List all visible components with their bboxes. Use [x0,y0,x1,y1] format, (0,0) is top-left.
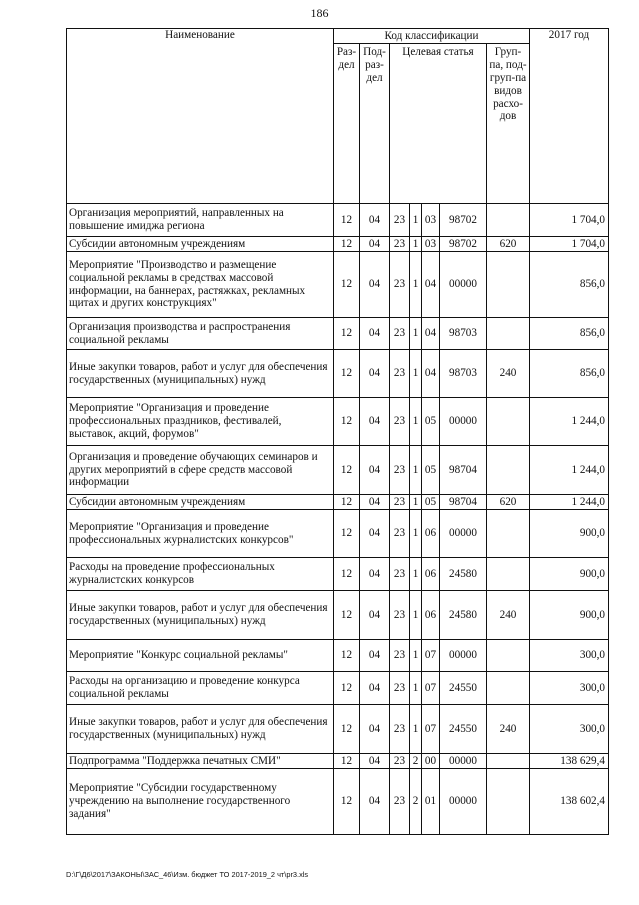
cell-podrazdel: 04 [360,769,390,835]
cell-target-direction: 00000 [440,398,487,446]
cell-name: Организация мероприятий, направленных на повышение имиджа региона [67,204,334,237]
cell-podrazdel: 04 [360,591,390,640]
cell-podrazdel: 04 [360,754,390,769]
cell-amount: 1 704,0 [530,204,609,237]
cell-target-program: 23 [390,446,410,495]
cell-name: Иные закупки товаров, работ и услуг для обеспечения государственных (муниципальных) нужд [67,591,334,640]
cell-expense-type [487,398,530,446]
cell-amount: 900,0 [530,510,609,558]
cell-razdel: 12 [334,558,360,591]
cell-name: Расходы на организацию и проведение конкурса социальной рекламы [67,672,334,705]
cell-target-subprogram: 1 [410,591,422,640]
cell-target-event: 06 [422,558,440,591]
cell-name: Мероприятие "Организация и проведение профессиональных праздников, фестивалей, выставок, акций, форумов" [67,398,334,446]
cell-podrazdel: 04 [360,398,390,446]
table-row [67,237,609,252]
cell-razdel: 12 [334,769,360,835]
cell-target-direction: 00000 [440,754,487,769]
cell-razdel: 12 [334,591,360,640]
cell-target-direction: 24550 [440,672,487,705]
cell-razdel: 12 [334,754,360,769]
table-header [67,29,609,204]
cell-expense-type: 240 [487,705,530,754]
cell-target-direction: 98702 [440,237,487,252]
cell-name: Мероприятие "Субсидии государственному учреждению на выполнение государственного задания" [67,769,334,835]
cell-target-event: 04 [422,350,440,398]
table-row [67,558,609,591]
header-expense-group: Груп-па, под-груп-па видов расхо-дов [487,44,530,204]
cell-amount: 900,0 [530,558,609,591]
cell-target-subprogram: 1 [410,495,422,510]
cell-expense-type [487,446,530,495]
cell-expense-type: 620 [487,495,530,510]
budget-table [66,28,609,835]
cell-target-program: 23 [390,237,410,252]
cell-target-subprogram: 1 [410,350,422,398]
cell-expense-type [487,558,530,591]
cell-razdel: 12 [334,640,360,672]
cell-amount: 138 629,4 [530,754,609,769]
table-row [67,252,609,318]
cell-target-subprogram: 1 [410,510,422,558]
cell-target-program: 23 [390,350,410,398]
cell-podrazdel: 04 [360,558,390,591]
table-row [67,318,609,350]
cell-razdel: 12 [334,446,360,495]
cell-razdel: 12 [334,510,360,558]
cell-target-direction: 98704 [440,446,487,495]
cell-target-subprogram: 1 [410,318,422,350]
cell-name: Субсидии автономным учреждениям [67,495,334,510]
cell-razdel: 12 [334,237,360,252]
cell-target-program: 23 [390,672,410,705]
table-row [67,672,609,705]
page-number: 186 [310,6,329,20]
table-row [67,398,609,446]
table-row [67,350,609,398]
cell-target-subprogram: 1 [410,446,422,495]
cell-expense-type [487,510,530,558]
cell-target-direction: 98703 [440,318,487,350]
cell-target-program: 23 [390,495,410,510]
cell-podrazdel: 04 [360,705,390,754]
cell-target-program: 23 [390,591,410,640]
cell-target-event: 07 [422,705,440,754]
cell-amount: 300,0 [530,672,609,705]
cell-name: Мероприятие "Конкурс социальной рекламы" [67,640,334,672]
cell-target-subprogram: 1 [410,672,422,705]
cell-target-event: 03 [422,204,440,237]
cell-target-program: 23 [390,398,410,446]
cell-target-direction: 98703 [440,350,487,398]
cell-amount: 1 704,0 [530,237,609,252]
cell-name: Расходы на проведение профессиональных журналистских конкурсов [67,558,334,591]
cell-amount: 300,0 [530,705,609,754]
cell-name: Иные закупки товаров, работ и услуг для обеспечения государственных (муниципальных) нужд [67,705,334,754]
cell-target-subprogram: 1 [410,705,422,754]
cell-razdel: 12 [334,318,360,350]
cell-expense-type [487,754,530,769]
table-row [67,204,609,237]
cell-target-direction: 24550 [440,705,487,754]
cell-expense-type [487,318,530,350]
cell-target-event: 06 [422,510,440,558]
cell-target-event: 05 [422,398,440,446]
cell-target-program: 23 [390,705,410,754]
cell-razdel: 12 [334,204,360,237]
cell-target-program: 23 [390,640,410,672]
cell-target-event: 01 [422,769,440,835]
cell-razdel: 12 [334,705,360,754]
cell-name: Иные закупки товаров, работ и услуг для обеспечения государственных (муниципальных) нужд [67,350,334,398]
cell-target-subprogram: 1 [410,398,422,446]
cell-podrazdel: 04 [360,510,390,558]
cell-target-event: 04 [422,318,440,350]
header-name: Наименование [67,29,334,204]
cell-podrazdel: 04 [360,640,390,672]
cell-amount: 856,0 [530,318,609,350]
cell-name: Организация производства и распространения социальной рекламы [67,318,334,350]
header-razdel: Раз-дел [334,44,360,204]
cell-target-direction: 00000 [440,769,487,835]
cell-target-event: 03 [422,237,440,252]
cell-target-event: 07 [422,640,440,672]
cell-name: Подпрограмма "Поддержка печатных СМИ" [67,754,334,769]
cell-name: Мероприятие "Производство и размещение социальной рекламы в средствах массовой информации, на баннерах, растяжках, рекламных щитах и других конструкциях" [67,252,334,318]
cell-expense-type [487,640,530,672]
cell-podrazdel: 04 [360,318,390,350]
table-row [67,510,609,558]
cell-name: Организация и проведение обучающих семинаров и других мероприятий в сфере средств массовой информации [67,446,334,495]
table-row [67,591,609,640]
cell-razdel: 12 [334,495,360,510]
cell-podrazdel: 04 [360,237,390,252]
cell-target-event: 07 [422,672,440,705]
cell-target-event: 00 [422,754,440,769]
cell-podrazdel: 04 [360,204,390,237]
cell-razdel: 12 [334,252,360,318]
cell-target-program: 23 [390,252,410,318]
table-row [67,754,609,769]
cell-amount: 1 244,0 [530,495,609,510]
header-target-article: Целевая статья [390,44,487,204]
cell-amount: 856,0 [530,350,609,398]
cell-target-program: 23 [390,558,410,591]
cell-target-subprogram: 1 [410,204,422,237]
cell-amount: 1 244,0 [530,446,609,495]
cell-target-direction: 00000 [440,252,487,318]
cell-target-subprogram: 2 [410,754,422,769]
cell-target-program: 23 [390,510,410,558]
cell-expense-type [487,672,530,705]
cell-name: Мероприятие "Организация и проведение профессиональных журналистских конкурсов" [67,510,334,558]
cell-podrazdel: 04 [360,446,390,495]
cell-target-program: 23 [390,318,410,350]
header-classification-code: Код классификации [334,29,530,44]
cell-target-event: 05 [422,495,440,510]
table-row [67,446,609,495]
cell-target-direction: 00000 [440,640,487,672]
cell-target-program: 23 [390,754,410,769]
table-body [67,204,609,835]
cell-expense-type [487,769,530,835]
cell-target-event: 04 [422,252,440,318]
cell-target-subprogram: 1 [410,252,422,318]
cell-podrazdel: 04 [360,350,390,398]
cell-amount: 300,0 [530,640,609,672]
cell-target-direction: 98702 [440,204,487,237]
cell-target-direction: 24580 [440,591,487,640]
header-podrazdel: Под-раз-дел [360,44,390,204]
cell-expense-type: 240 [487,591,530,640]
cell-razdel: 12 [334,350,360,398]
cell-expense-type: 620 [487,237,530,252]
cell-target-subprogram: 1 [410,558,422,591]
cell-razdel: 12 [334,672,360,705]
cell-target-subprogram: 1 [410,640,422,672]
cell-expense-type: 240 [487,350,530,398]
cell-amount: 900,0 [530,591,609,640]
table-row [67,495,609,510]
cell-amount: 138 602,4 [530,769,609,835]
cell-target-subprogram: 2 [410,769,422,835]
file-path: D:\Г\Д6\2017\ЗАКОНЫ\ЗАС_46\Изм. бюджет ТО 2017-2019_2 чт\pr3.xls [66,870,309,879]
cell-target-direction: 98704 [440,495,487,510]
cell-amount: 856,0 [530,252,609,318]
cell-target-direction: 00000 [440,510,487,558]
cell-target-program: 23 [390,769,410,835]
cell-podrazdel: 04 [360,672,390,705]
cell-target-event: 06 [422,591,440,640]
table-row [67,769,609,835]
cell-expense-type [487,204,530,237]
cell-podrazdel: 04 [360,252,390,318]
cell-expense-type [487,252,530,318]
table-row [67,640,609,672]
cell-target-event: 05 [422,446,440,495]
cell-target-subprogram: 1 [410,237,422,252]
table-row [67,705,609,754]
cell-razdel: 12 [334,398,360,446]
header-year: 2017 год [530,29,609,204]
cell-name: Субсидии автономным учреждениям [67,237,334,252]
cell-target-direction: 24580 [440,558,487,591]
cell-target-program: 23 [390,204,410,237]
cell-podrazdel: 04 [360,495,390,510]
cell-amount: 1 244,0 [530,398,609,446]
